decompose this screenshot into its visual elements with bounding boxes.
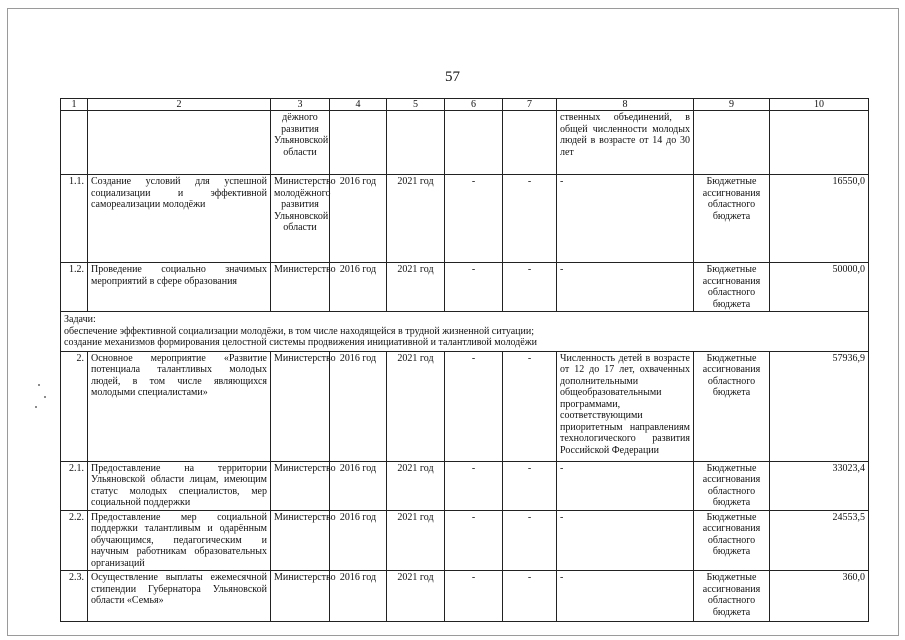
column-6-value: - — [445, 510, 503, 571]
task-line: создание механизмов формирования целостной системы продвижения инициативной и талантливой молодёжи — [64, 337, 537, 348]
end-year: 2021 год — [387, 263, 445, 312]
target-indicator: - — [557, 263, 694, 312]
row-number: 1.2. — [61, 263, 88, 312]
column-7-value: - — [503, 175, 557, 263]
column-number: 5 — [387, 99, 445, 111]
row-number: 2.2. — [61, 510, 88, 571]
funding-source: Бюджетные ассигнования областного бюджета — [694, 263, 770, 312]
funding-source: Бюджетные ассигнования областного бюджета — [694, 351, 770, 461]
scan-speck — [44, 396, 46, 398]
scan-speck — [35, 406, 37, 408]
table-row — [61, 461, 869, 510]
start-year: 2016 год — [330, 510, 387, 571]
target-indicator: - — [557, 461, 694, 510]
activity-name: Основное мероприятие «Развитие потенциала талантливых молодых людей, в том числе являющихся молодыми специалистами» — [88, 351, 271, 461]
start-year: 2016 год — [330, 175, 387, 263]
end-year: 2021 год — [387, 351, 445, 461]
column-7-value: - — [503, 351, 557, 461]
column-6-value: - — [445, 175, 503, 263]
table-row — [61, 351, 869, 461]
activity-name: Предоставление мер социальной поддержки талантливым и одарённым обучающимся, педагогическим и научным работникам образовательных организаций — [88, 510, 271, 571]
executor: Министерство — [271, 461, 330, 510]
column-6-value: - — [445, 263, 503, 312]
row-number: 2. — [61, 351, 88, 461]
row-number — [61, 111, 88, 175]
activity-name: Проведение социально значимых мероприятий в сфере образования — [88, 263, 271, 312]
tasks-title: Задачи: — [64, 314, 96, 325]
column-number: 1 — [61, 99, 88, 111]
activity-name: Осуществление выплаты ежемесячной стипендии Губернатора Ульяновской области «Семья» — [88, 571, 271, 622]
column-6-value: - — [445, 351, 503, 461]
row-number: 2.1. — [61, 461, 88, 510]
funding-source: Бюджетные ассигнования областного бюджета — [694, 510, 770, 571]
page-number: 57 — [445, 69, 460, 85]
funding-amount: 50000,0 — [770, 263, 869, 312]
start-year: 2016 год — [330, 461, 387, 510]
tasks-cell — [61, 312, 869, 352]
tasks-row — [61, 312, 869, 352]
table-row — [61, 111, 869, 175]
start-year: 2016 год — [330, 571, 387, 622]
table-row — [61, 571, 869, 622]
row-number: 1.1. — [61, 175, 88, 263]
activity-name — [88, 111, 271, 175]
executor: Министерство молодёжного развития Ульяновской области — [271, 175, 330, 263]
funding-amount: 33023,4 — [770, 461, 869, 510]
executor: Министерство — [271, 571, 330, 622]
row-number: 2.3. — [61, 571, 88, 622]
target-indicator: - — [557, 175, 694, 263]
funding-amount: 24553,5 — [770, 510, 869, 571]
column-number: 8 — [557, 99, 694, 111]
end-year: 2021 год — [387, 461, 445, 510]
executor: Министерство — [271, 351, 330, 461]
column-7-value: - — [503, 571, 557, 622]
column-number: 2 — [88, 99, 271, 111]
end-year: 2021 год — [387, 510, 445, 571]
start-year: 2016 год — [330, 351, 387, 461]
column-number: 6 — [445, 99, 503, 111]
executor: дёжного развития Ульяновской области — [271, 111, 330, 175]
column-number: 3 — [271, 99, 330, 111]
column-6-value: - — [445, 461, 503, 510]
activity-name: Предоставление на территории Ульяновской области лицам, имеющим статус молодых специалистов, мер социальной поддержки — [88, 461, 271, 510]
end-year: 2021 год — [387, 571, 445, 622]
executor: Министерство — [271, 263, 330, 312]
column-7-value: - — [503, 461, 557, 510]
column-number: 9 — [694, 99, 770, 111]
column-number: 10 — [770, 99, 869, 111]
funding-amount: 360,0 — [770, 571, 869, 622]
end-year — [387, 111, 445, 175]
column-6-value — [445, 111, 503, 175]
column-number: 4 — [330, 99, 387, 111]
task-line: обеспечение эффективной социализации молодёжи, в том числе находящейся в трудной жизненной ситуации; — [64, 325, 534, 337]
start-year: 2016 год — [330, 263, 387, 312]
column-number: 7 — [503, 99, 557, 111]
target-indicator: - — [557, 571, 694, 622]
funding-amount — [770, 111, 869, 175]
funding-source: Бюджетные ассигнования областного бюджета — [694, 461, 770, 510]
scan-speck — [38, 384, 40, 386]
funding-source: Бюджетные ассигнования областного бюджета — [694, 175, 770, 263]
target-indicator: - — [557, 510, 694, 571]
target-indicator: ственных объединений, в общей численности молодых людей в возрасте от 14 до 30 лет — [557, 111, 694, 175]
column-6-value: - — [445, 571, 503, 622]
table-row — [61, 175, 869, 263]
table-row — [61, 263, 869, 312]
funding-amount: 16550,0 — [770, 175, 869, 263]
column-7-value — [503, 111, 557, 175]
column-7-value: - — [503, 510, 557, 571]
executor: Министерство — [271, 510, 330, 571]
target-indicator: Численность детей в возрасте от 12 до 17 лет, охваченных дополнительными общеобразовательными программами, соответствующими приоритетным направлениям технологического развития Российской Федерации — [557, 351, 694, 461]
funding-source — [694, 111, 770, 175]
end-year: 2021 год — [387, 175, 445, 263]
funding-source: Бюджетные ассигнования областного бюджета — [694, 571, 770, 622]
table-row — [61, 510, 869, 571]
funding-amount: 57936,9 — [770, 351, 869, 461]
start-year — [330, 111, 387, 175]
program-table — [60, 98, 869, 622]
column-number-row — [61, 99, 869, 111]
column-7-value: - — [503, 263, 557, 312]
activity-name: Создание условий для успешной социализации и эффективной самореализации молодёжи — [88, 175, 271, 263]
